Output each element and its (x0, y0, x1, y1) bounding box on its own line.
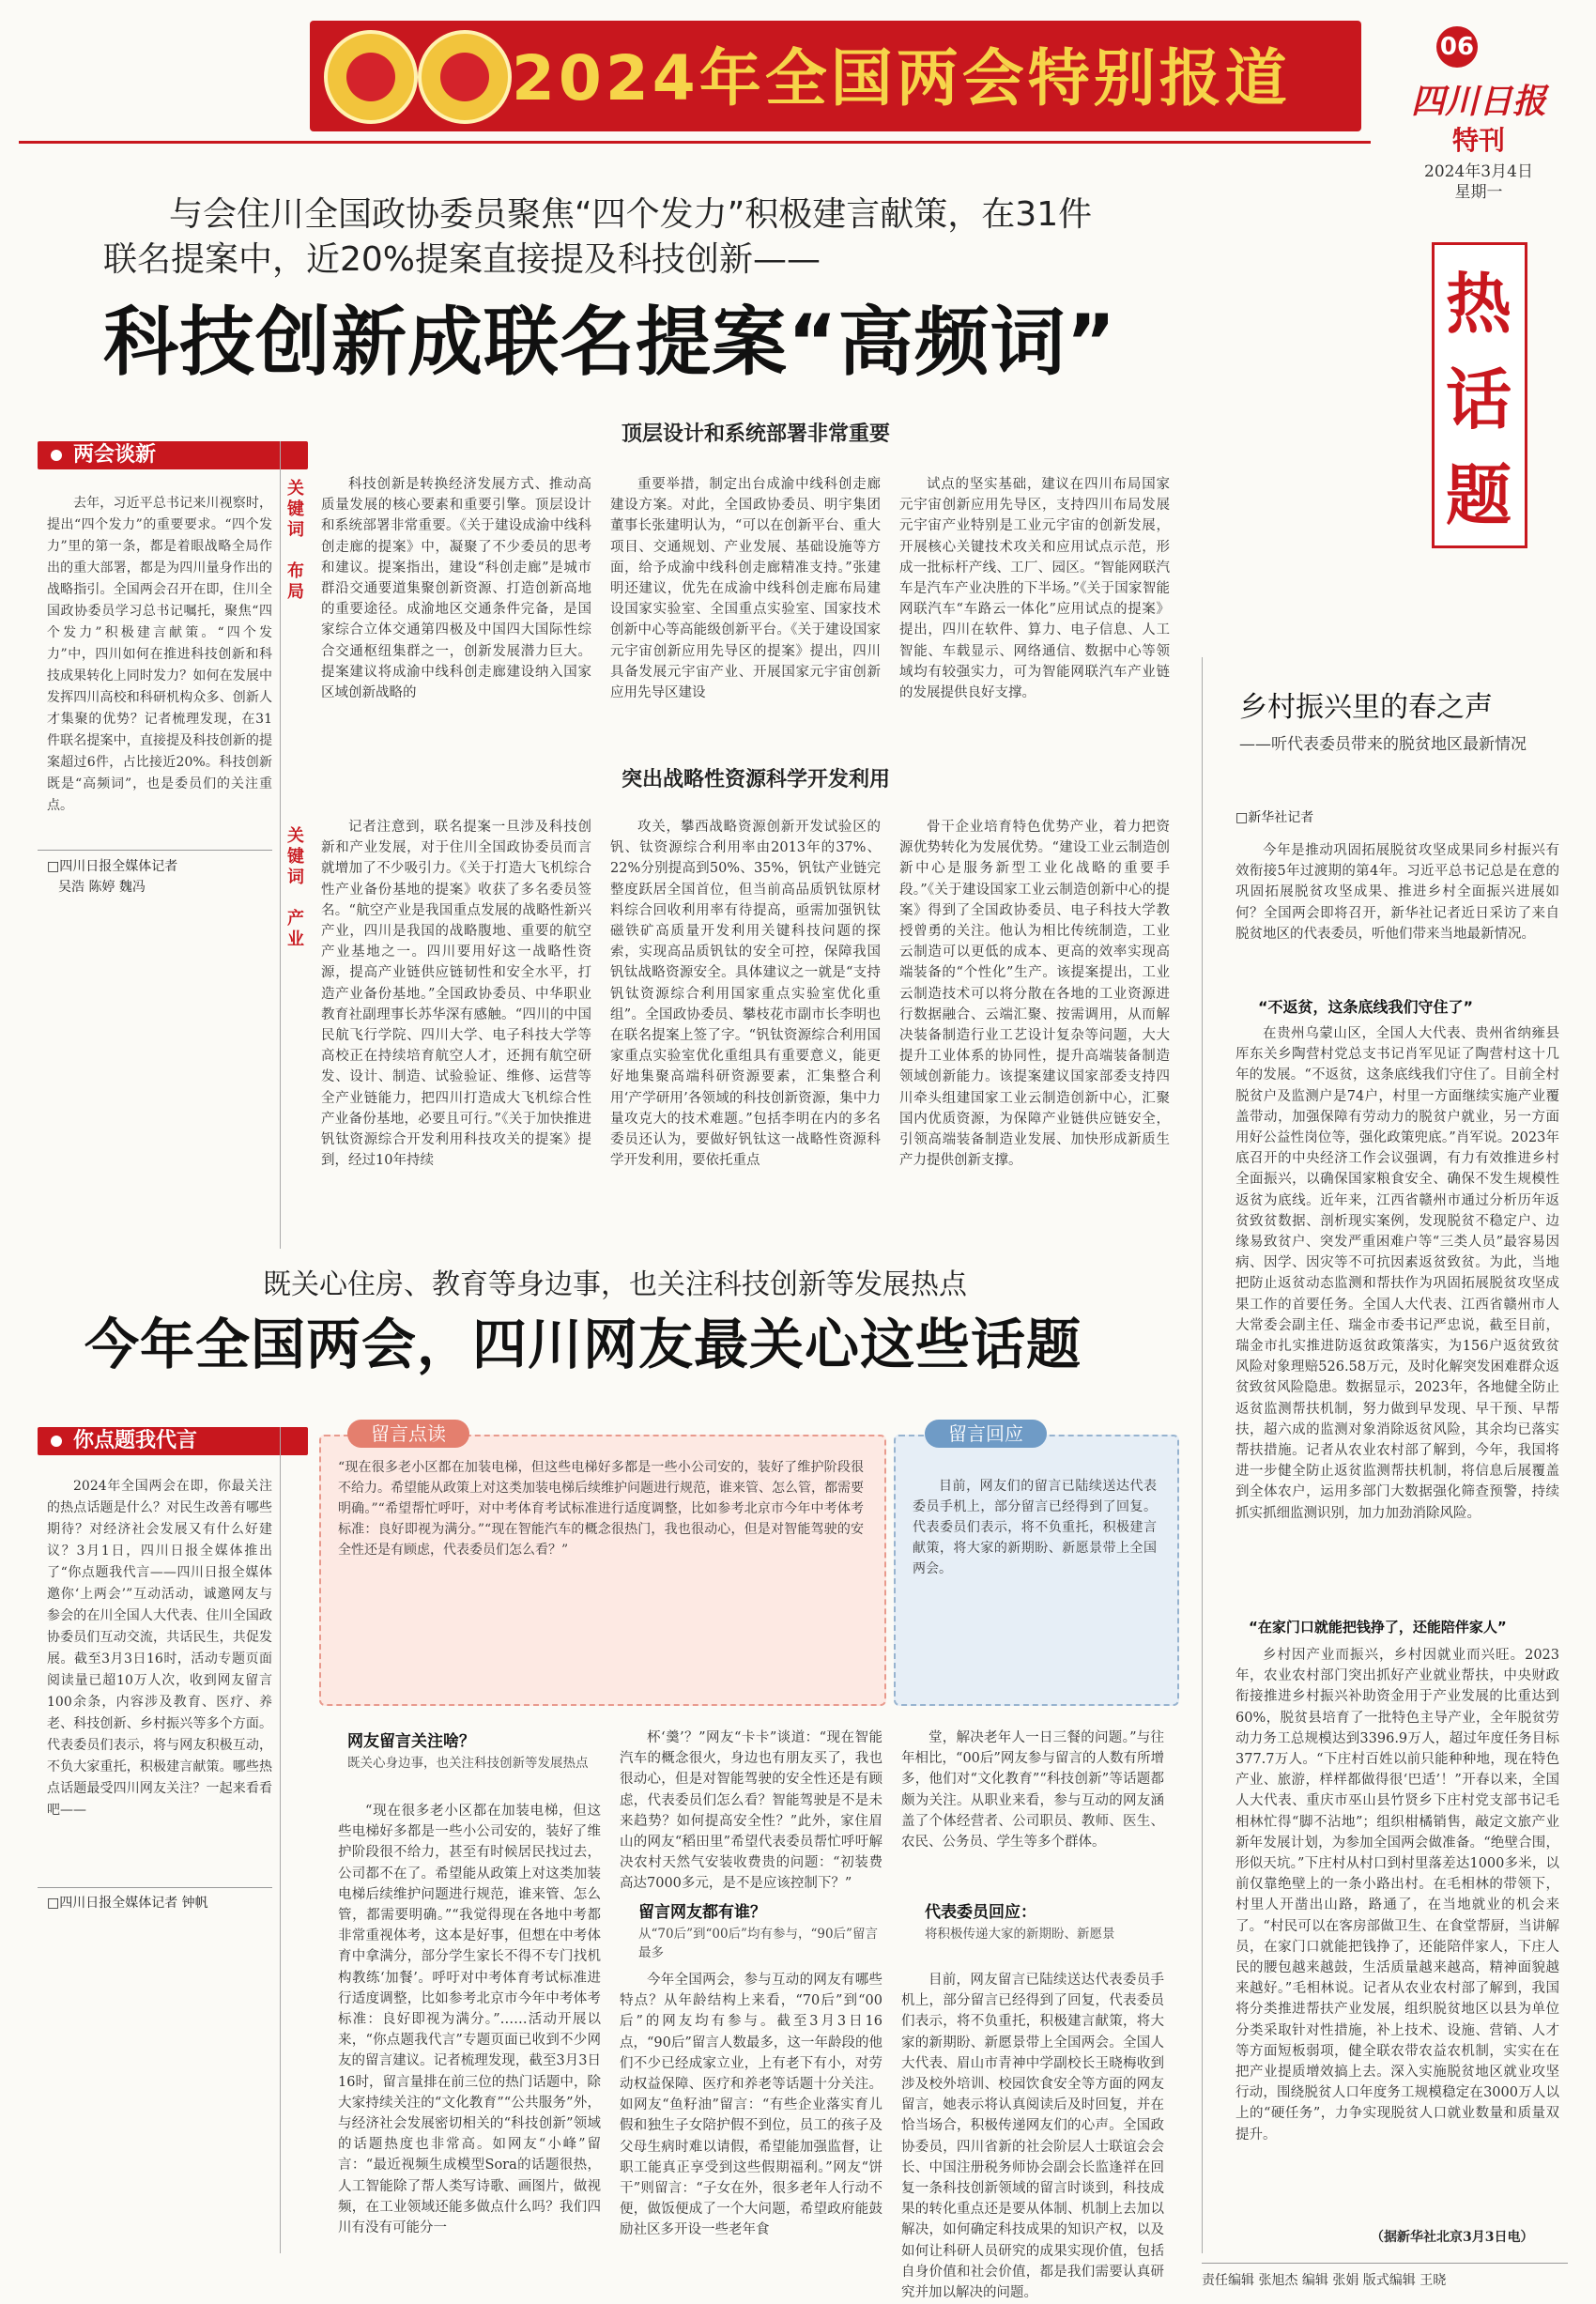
story2-section-1-sub: 既关心身边事，也关注科技创新等发展热点 (347, 1756, 589, 1771)
story2-col3: 堂，解决老年人一日三餐的问题。”与往年相比，“00后”网友参与留言的人数有所增多，他们对“文化教育”“科技创新”等话题都颇为关注。从职业来看，参与互动的网友涵盖了个体经营者、公司职员、教师、医生、农民、公务员、学生等多个群体。 (901, 1730, 1164, 1851)
story2-section-2: 留言网友都有谁？ (638, 1903, 766, 1922)
right-story-byline: □新华社记者 (1235, 810, 1314, 825)
hot-topic-char-1: 热 (1446, 265, 1512, 343)
story1-kicker-line1: 与会住川全国政协委员聚焦“四个发力”积极建言献策，在31件 (169, 195, 1093, 234)
story1-byline-title: □四川日报全媒体记者 (47, 859, 178, 874)
story1-col2b: 攻关，攀西战略资源创新开发试验区的钒、钛资源综合利用率由2013年的37%、22%分别提高到50%、35%，钒钛产业链完整度跃居全国首位，但当前高品质钒钛原材料综合回收利用率有待提高，亟需加强钒钛磁铁矿高质量开发利用关键科技问题的探索，实现高品质钒钛的安全可控，保障我国钒钛战略资源安全。具体建议之一就是“支持钒钛资源综合利用国家重点实验室优化重组”。全国政协委员、攀枝花市副市长李明也在联名提案上签了字。“钒钛资源综合利用国家重点实验室优化重组具有重要意义，能更好地集聚高端科研资源要素，汇集整合利用‘产学研用’各领域的科技创新资源，集中力量攻克大的技术难题。”包括李明在内的多名委员还认为，要做好钒钛这一战略性资源科学开发利用，要依托重点 (610, 820, 881, 1169)
replies-tab: 留言回应 (925, 1420, 1047, 1448)
page-number: 06 (1436, 26, 1478, 68)
top-divider (19, 141, 1371, 144)
story2-col3c: 目前，网友留言已陆续送达代表委员手机上，部分留言已经得到了回复，代表委员们表示，将不负重托，积极建言献策，将大家的新期盼、新愿景带上全国两会。全国人大代表、眉山市青神中学副校长王晓梅收到涉及校外培训、校园饮食安全等方面的网友留言，她表示将认真阅读后及时回复，并在恰当场合，积极传递网友们的心声。全国政协委员，四川省新的社会阶层人士联谊会会长、中国注册税务师协会副会长监逢祥在回复一条科技创新领域的留言时谈到，科技成果的转化重点还是要从体制、机制上去加以解决，如何确定科技成果的知识产权，以及如何让科研人员研究的成果实现价值，包括自身价值和社会价值，都是我们需要认真研究并加以解决的问题。 (901, 1973, 1164, 2301)
story1-sidebar-text: 去年，习近平总书记来川视察时，提出“四个发力”的重要要求。“四个发力”里的第一条，都是着眼战略全局作出的重大部署，都是为四川量身作出的战略指引。全国两会召开在即，住川全国政协委员学习总书记嘱托，聚焦“四个发力”积极建言献策。“四个发力”中，四川如何在推进科技创新和科技成果转化上同时发力？如何在发展中发挥四川高校和科研机构众多、创新人才集聚的优势？记者梳理发现，在31件联名提案中，直接提及科技创新的提案超过6件，占比接近20%。科技创新既是“高频词”，也是委员们的关注重点。 (47, 496, 272, 813)
sidebar2-divider (38, 1887, 272, 1888)
story1-kicker-line2: 联名提案中，近20%提案直接提及科技创新—— (103, 240, 821, 279)
keyword-label-industry: 关 键 词 产 业 (287, 826, 304, 949)
edition-label: 特刊 (1451, 125, 1505, 156)
story2-col2c: 今年全国两会，参与互动的网友有哪些特点？从年龄结构上来看，“70后”到“00后”的网友均有参与。截至3月3日16点，“90后”留言人数最多，这一年龄段的他们不少已经成家立业，上有老下有小，对劳动权益保障、医疗和养老等话题十分关注。如网友“鱼籽油”留言：“有些企业落实育儿假和独生子女陪护假不到位，员工的孩子及父母生病时难以请假，希望能加强监督，让职工能真正享受到这些假期福利。”网友“饼干”则留言：“子女在外，很多老年人行动不便，做饭便成了一个大问题，希望政府能鼓励社区多开设一些老年食 (620, 1973, 882, 2238)
story1-col1a: 科技创新是转换经济发展方式、推动高质量发展的核心要素和重要引擎。顶层设计和系统部署非常重要。《关于建设成渝中线科创走廊的提案》中，凝聚了不少委员的思考和建议。提案指出，建设“科创走廊”是城市群沿交通要道集聚创新资源、打造创新高地的重要途径。成渝地区交通条件完备，是国家综合立体交通第四极及中国四大国际性综合交通枢纽集群之一，创新发展潜力巨大。提案建议将成渝中线科创走廊建设纳入国家区域创新战略的 (321, 477, 591, 701)
story2-byline: □四川日报全媒体记者 钟帆 (47, 1896, 208, 1911)
story1-headline: 科技创新成联名提案“高频词” (103, 299, 1117, 386)
story2-section-3-sub: 将积极传递大家的新期盼、新愿景 (925, 1927, 1115, 1942)
story2-kicker: 既关心住房、教育等身边事，也关注科技创新等发展热点 (263, 1268, 967, 1301)
story1-col1b: 记者注意到，联名提案一旦涉及科技创新和产业发展，对于住川全国政协委员而言就增加了不少吸引力。《关于打造大飞机综合性产业备份基地的提案》收获了多名委员签名。“航空产业是我国重点发展的战略性新兴产业，四川是我国的战略腹地、重要的航空产业基地之一。四川要用好这一战略性资源，提高产业链供应链韧性和安全水平，打造产业备份基地。”全国政协委员、中华职业教育社副理事长苏华深有感触。“四川的中国民航飞行学院、四川大学、电子科技大学等高校正在持续培育航空人才，还拥有航空研发、设计、制造、试验验证、维修、运营等全产业链能力，把四川打造成大飞机综合性产业备份基地，必要且可行。”《关于加快推进钒钛资源综合开发利用科技攻关的提案》提到，经过10年持续 (321, 820, 591, 1169)
keyword-label-layout: 关 键 词 布 局 (287, 479, 304, 602)
story2-section-1: 网友留言关注啥？ (347, 1732, 475, 1751)
story2-section-3: 代表委员回应： (925, 1903, 1036, 1922)
sidebar-label-liangnui: 两会谈新 (38, 441, 308, 469)
hot-topic-char-2: 话 (1446, 361, 1512, 438)
story1-subhead-1: 顶层设计和系统部署非常重要 (621, 422, 890, 446)
story1-col3a: 试点的坚实基础，建议在四川布局国家元宇宙创新应用先导区，支持四川布局发展元宇宙产业特别是工业元宇宙的创新发展，开展核心关键技术攻关和应用试点示范，形成一批标杆产线、工厂、园区。“智能网联汽车是汽车产业决胜的下半场。”《关于国家智能网联汽车“车路云一体化”应用试点的提案》提出，四川在软件、算力、电子信息、人工智能、车载显示、网络通信、数据中心等领域均有较强实力，可为智能网联汽车产业链的发展提供良好支撑。 (899, 477, 1170, 701)
paper-logo: 四川日报 (1410, 82, 1546, 121)
footer-divider (1202, 2263, 1568, 2264)
right-story-title: 乡村振兴里的春之声 (1239, 691, 1493, 724)
right-story-section-1: “不返贫，这条底线我们守住了” (1258, 998, 1474, 1016)
column-divider-2 (280, 1427, 281, 2253)
right-story-p1: 今年是推动巩固拓展脱贫攻坚成果同乡村振兴有效衔接5年过渡期的第4年。习近平总书记总是在意的巩固拓展脱贫攻坚成果、推进乡村全面振兴进展如何？全国两会即将召开，新华社记者近日采访了来自脱贫地区的代表委员，听他们带来当地最新情况。 (1235, 843, 1559, 942)
comments-text: “现在很多老小区都在加装电梯，但这些电梯好多都是一些小公司安的，装好了维护阶段很不给力。希望能从政策上对这类加装电梯后续维护问题进行规范，谁来管、怎么管，都需要明确。”“希望帮忙呼吁，对中考体育考试标准进行适度调整，比如参考北京市今年中考体考标准：良好即视为满分。”“现在智能汽车的概念很热门，我也很动心，但是对智能驾驶的安全性还是有顾虑，代表委员们怎么看？” (338, 1460, 864, 1558)
national-emblem-icon (324, 30, 418, 124)
cppcc-emblem-icon (418, 30, 512, 124)
banner-title: 2024年全国两会特别报道 (512, 42, 1291, 115)
story1-col3b: 骨干企业培育特色优势产业，着力把资源优势转化为发展优势。“建设工业云制造创新中心是服务新型工业化战略的重要手段。”《关于建设国家工业云制造创新中心的提案》得到了全国政协委员、电子科技大学教授曾勇的关注。他认为相比传统制造，工业云制造可以更低的成本、更高的效率实现高端装备的“个性化”生产。该提案提出，工业云制造技术可以将分散在各地的工业资源进行数据融合、云端汇聚、按需调用，从而解决装备制造行业工艺设计复杂等问题，大大提升工业体系的协同性，提升高端装备制造领域创新能力。该提案建议国家部委支持四川牵头组建国家工业云制造创新中心，汇聚国内优质资源，为保障产业链供应链安全，引领高端装备制造业发展、加快形成新质生产力提供创新支撑。 (899, 820, 1170, 1169)
story2-section-2-sub: 从“70后”到“00后”均有参与，“90后”留言最多 (638, 1927, 878, 1960)
right-story-credit: （据新华社北京3月3日电） (1371, 2230, 1534, 2245)
story2-col2: 杯‘羹’？”网友“卡卡”谈道：“现在智能汽车的概念很火，身边也有朋友买了，我也很动心，但是对智能驾驶的安全性还是有顾虑，代表委员们怎么看？智能驾驶是不是未来趋势？如何提高安全性？”此外，家住眉山的网友“稻田里”希望代表委员帮忙呼吁解决农村天然气安装收费贵的问题：“初装费高达7000多元，是不是应该控制下？” (620, 1730, 882, 1892)
replies-text: 目前，网友们的留言已陆续送达代表委员手机上，部分留言已经得到了回复。代表委员们表示，将不负重托，积极建言献策，将大家的新期盼、新愿景带上全国两会。 (913, 1479, 1157, 1576)
editors-credit: 责任编辑 张旭杰 编辑 张娟 版式编辑 王晓 (1202, 2273, 1447, 2288)
story1-byline (47, 856, 272, 898)
story2-headline: 今年全国两会，四川网友最关心这些话题 (84, 1313, 1082, 1376)
story1-col2a: 重要举措，制定出台成渝中线科创走廊建设方案。对此，全国政协委员、明宇集团董事长张建明认为，“可以在创新平台、重大项目、交通规划、产业发展、基础设施等方面，给予成渝中线科创走廊精准支持。”张建明还建议，优先在成渝中线科创走廊布局建设国家实验室、全国重点实验室、国家技术创新中心等高能级创新平台。《关于建设国家元宇宙创新应用先导区的提案》提出，四川具备发展元宇宙产业、开展国家元宇宙创新应用先导区建设 (610, 477, 881, 701)
story2-sidebar-text: 2024年全国两会在即，你最关注的热点话题是什么？对民生改善有哪些期待？对经济社会发展又有什么好建议？3月1日，四川日报全媒体推出了“你点题我代言——四川日报全媒体邀你‘上两会’”互动活动，诚邀网友与参会的在川全国人大代表、住川全国政协委员们互动交流，共话民生，共促发展。截至3月3日16时，活动专题页面阅读量已超10万人次，收到网友留言100余条，内容涉及教育、医疗、养老、科技创新、乡村振兴等多个方面。代表委员们表示，将与网友积极互动，不负大家重托，积极建言献策。哪些热点话题最受四川网友关注？一起来看看吧—— (47, 1479, 272, 1818)
right-story-subtitle: ——听代表委员带来的脱贫地区最新情况 (1239, 735, 1527, 754)
right-story-section-2: “在家门口就能把钱挣了，还能陪伴家人” (1249, 1619, 1507, 1636)
comments-tab: 留言点读 (347, 1420, 469, 1448)
column-divider (280, 441, 281, 1249)
issue-date: 2024年3月4日 (1424, 162, 1533, 181)
sidebar-label-diantiwo: 你点题我代言 (38, 1427, 308, 1455)
story2-col1: “现在很多老小区都在加装电梯，但这些电梯好多都是一些小公司安的，装好了维护阶段很不给力，甚至有时候居民找过去，公司都不在了。希望能从政策上对这类加装电梯后续维护问题进行规范，谁来管、怎么管，都需要明确。”“我觉得现在各地中考都非常重视体考，这本是好事，但想在中考体育中拿满分，部分学生家长不得不专门找机构教练‘加餐’。呼吁对中考体育考试标准进行适度调整，比如参考北京市今年中考体考标准：良好即视为满分。”……活动开展以来，“你点题我代言”专题页面已收到不少网友的留言建议。记者梳理发现，截至3月3日16时，留言量排在前三位的热门话题中，除大家持续关注的“文化教育”“公共服务”外，与经济社会发展密切相关的“科技创新”领域的话题热度也非常高。如网友“小峰”留言：“最近视频生成模型Sora的话题很热，人工智能除了帮人类写诗歌、画图片，做视频，在工业领域还能多做点什么吗？我们四川有没有可能分一 (338, 1804, 601, 2236)
right-story-p3: 乡村因产业而振兴，乡村因就业而兴旺。2023年，农业农村部门突出抓好产业就业帮扶，中央财政衔接推进乡村振兴补助资金用于产业发展的比重达到60%，脱贫县培育了一批特色主导产业，全年脱贫劳动力务工总规模达到3396.9万人，超过年度任务目标377.7万人。“下庄村百姓以前只能种种地，现在特色产业、旅游，样样都做得很‘巴适’！”开春以来，全国人大代表、重庆市巫山县竹贤乡下庄村党支部书记毛相林忙得“脚不沾地”；组织柑橘销售，敲定文旅产业新年发展计划，为参加全国两会做准备。“绝壁合围，形似天坑。”下庄村从村口到村里落差达1000多米，以前仅靠绝壁上的一条小路出村。在毛相林的带领下，村里人开凿出山路，路通了，在当地就业的机会来了。“村民可以在客房部做卫生、在食堂帮厨，当讲解员，在家门口就能把钱挣了，还能陪伴家人，下庄人民的腰包越来越鼓，生活质量越来越高，精神面貌越来越好。”毛相林说。记者从农业农村部了解到，我国将分类推进帮扶产业发展，组织脱贫地区以县为单位分类采取针对性措施，补上技术、设施、营销、人才等方面短板弱项，健全联农带农益农机制，实实在在把产业提质增效搞上去。深入实施脱贫地区就业攻坚行动，围绕脱贫人口年度务工规模稳定在3000万人以上的“硬任务”，力争实现脱贫人口就业数量和质量双提升。 (1235, 1648, 1559, 2143)
hot-topic-char-3: 题 (1446, 456, 1512, 534)
right-column-divider (1202, 657, 1203, 2253)
sidebar-divider (38, 850, 272, 851)
issue-weekday: 星期一 (1454, 183, 1503, 202)
right-story-p2: 在贵州乌蒙山区，全国人大代表、贵州省纳雍县厍东关乡陶营村党总支书记肖军见证了陶营村这十几年的发展。“不返贫，这条底线我们守住了。目前全村脱贫户及监测户是74户，村里一方面继续实施产业覆盖带动，加强保障有劳动力的脱贫户就业，另一方面用好公益性岗位等，强化政策兜底。”肖军说。2023年底召开的中央经济工作会议强调，有力有效推进乡村全面振兴，以确保国家粮食安全、确保不发生规模性返贫为底线。近年来，江西省赣州市通过分析历年返贫致贫数据、剖析现实案例，发现脱贫不稳定户、边缘易致贫户、突发严重困难户等“三类人员”最容易因病、因学、因灾等不可抗因素返贫致贫。为此，当地把防止返贫动态监测和帮扶作为巩固拓展脱贫攻坚成果工作的首要任务。全国人大代表、江西省赣州市人大常委会副主任、瑞金市委书记严忠说，截至目前，瑞金市扎实推进防返贫政策落实，为156户返贫致贫风险对象理赔526.58万元，及时化解突发困难群众返贫致贫风险隐患。数据显示，2023年，各地健全防止返贫监测帮扶机制，努力做到早发现、早干预、早帮扶，超六成的监测对象消除返贫风险，其余均已落实帮扶措施。记者从农业农村部了解到，今年，我国将进一步健全防止返贫监测帮扶机制，将信息后展覆盖到全体农户，运用多部门大数据强化筛查预警，持续抓实抓细监测识别，加力加劲消除风险。 (1235, 1026, 1559, 1521)
story1-subhead-2: 突出战略性资源科学开发利用 (621, 768, 890, 791)
story1-byline-names: 吴浩 陈婷 魏冯 (58, 880, 146, 895)
